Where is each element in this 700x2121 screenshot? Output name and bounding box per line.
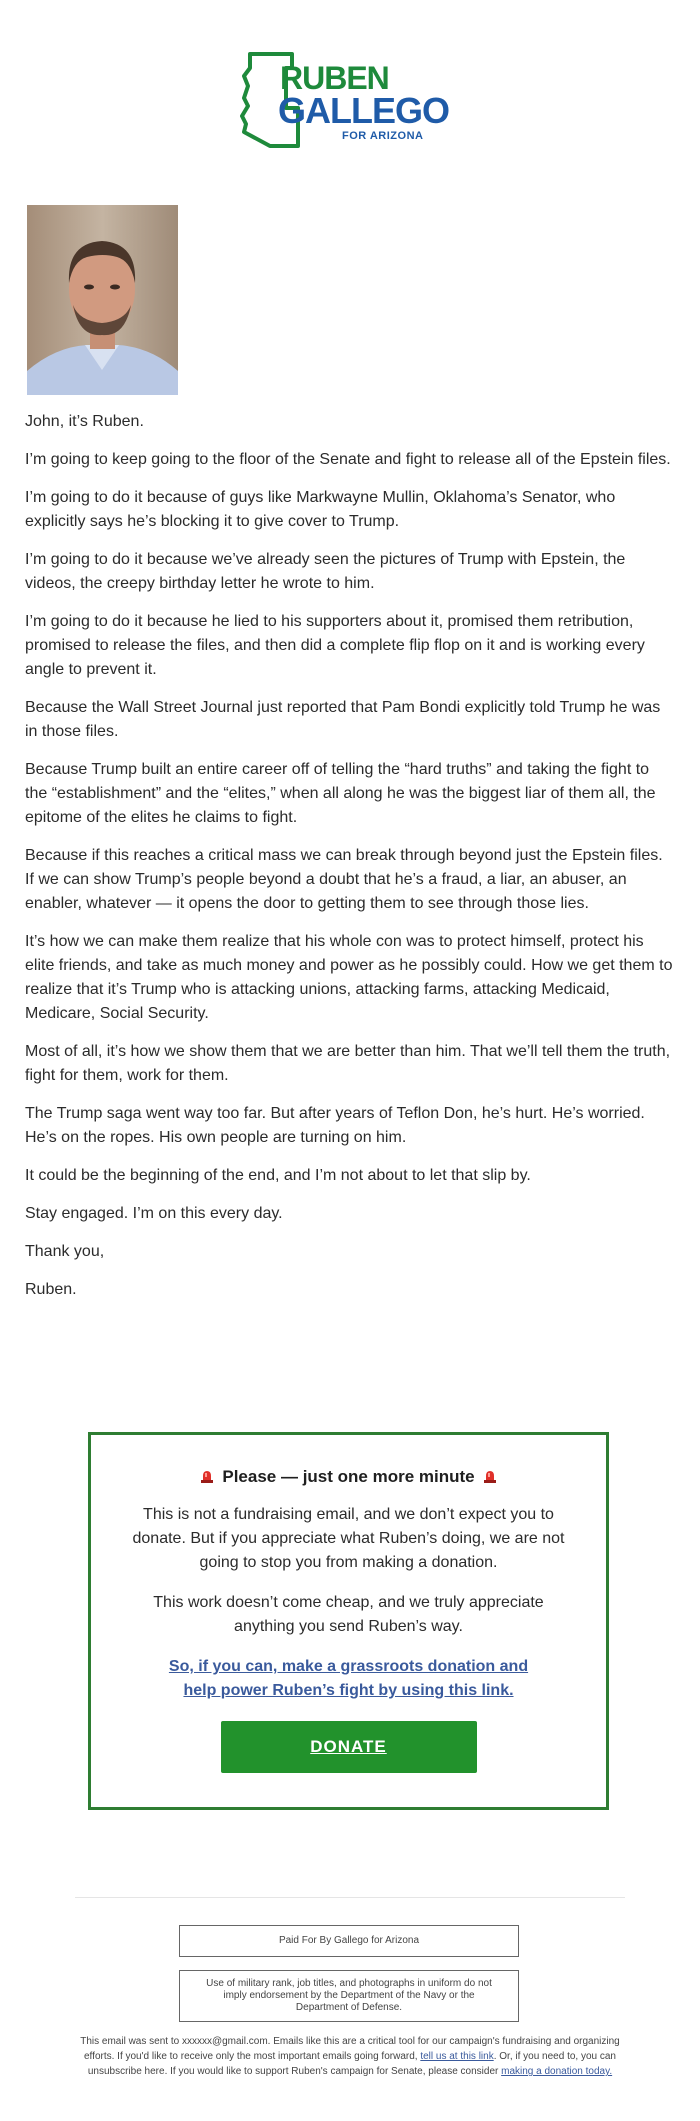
appeal-title: [91, 1465, 606, 1489]
footer-text-2: . Or, if you need to, you can unsubscribe here. If you would like to support Ruben's campaign for Senate, please consider: [87, 2051, 616, 2077]
letter-paragraph: Because the Wall Street Journal just reported that Pam Bondi explicitly told Trump he was in those files.: [25, 699, 661, 740]
donate-button[interactable]: DONATE: [221, 1721, 477, 1773]
letter-body: [25, 410, 675, 1316]
donation-appeal-box: [88, 1432, 609, 1810]
military-disclaimer-box: Use of military rank, job titles, and photographs in uniform do not imply endorsement by the Department of the Navy or the Department of Defense.: [179, 1970, 519, 2022]
grassroots-donation-link[interactable]: So, if you can, make a grassroots donation and help power Ruben’s fight by using this link.: [168, 1658, 529, 1699]
letter-signature: Ruben.: [25, 1281, 77, 1298]
letter-paragraph: Most of all, it’s how we show them that we are better than him. That we’ll tell them the truth, fight for them, work for them.: [25, 1043, 671, 1084]
appeal-paragraph-2: This work doesn’t come cheap, and we truly appreciate anything you send Ruben’s way.: [153, 1594, 544, 1635]
letter-paragraph: It could be the beginning of the end, and I’m not about to let that slip by.: [25, 1167, 531, 1184]
appeal-title-text: Please — just one more minute: [222, 1467, 475, 1486]
letter-paragraph: Thank you,: [25, 1243, 105, 1260]
letter-paragraph: It’s how we can make them realize that his whole con was to protect himself, protect his elite friends, and take as much money and power as he possibly could. How we get them to realize that it’s Trump who is attacking unions, attacking farms, attacking Medicaid, Medicare, Social Security.: [25, 933, 673, 1022]
footer-notice: [78, 2034, 622, 2079]
candidate-photo: [27, 205, 178, 395]
email-preferences-link[interactable]: tell us at this link: [420, 2051, 494, 2062]
campaign-logo: [240, 48, 460, 152]
logo-line-ruben: RUBEN: [280, 60, 389, 96]
headshot-image: [27, 205, 178, 395]
letter-paragraph: Stay engaged. I’m on this every day.: [25, 1205, 283, 1222]
letter-paragraph: I’m going to do it because of guys like Markwayne Mullin, Oklahoma’s Senator, who explicitly says he’s blocking it to give cover to Trump.: [25, 489, 616, 530]
appeal-paragraph-1: This is not a fundraising email, and we don’t expect you to donate. But if you appreciate what Ruben’s doing, we are not going to stop you from making a donation.: [132, 1506, 565, 1571]
letter-paragraph: Because Trump built an entire career off of telling the “hard truths” and taking the fight to the “establishment” and the “elites,” when all along he was the biggest liar of them all, the epitome of the elites he claims to fight.: [25, 761, 656, 826]
letter-paragraph: I’m going to do it because we’ve already seen the pictures of Trump with Epstein, the videos, the creepy birthday letter he wrote to him.: [25, 551, 626, 592]
letter-paragraph: The Trump saga went way too far. But after years of Teflon Don, he’s hurt. He’s worried. He’s on the ropes. His own people are turning on him.: [25, 1105, 645, 1146]
siren-icon: [483, 1469, 497, 1483]
footer-donation-link[interactable]: making a donation today.: [501, 2066, 613, 2077]
letter-paragraph: John, it’s Ruben.: [25, 413, 144, 430]
footer-divider: [75, 1897, 625, 1898]
paid-for-box: Paid For By Gallego for Arizona: [179, 1925, 519, 1957]
footer-text-1: This email was sent to xxxxxx@gmail.com. Emails like this are a critical tool for our campaign's fundraising and organizing efforts. If you'd like to receive only the most important emails going forward,: [80, 2036, 620, 2062]
letter-paragraph: Because if this reaches a critical mass we can break through beyond just the Epstein files. If we can show Trump’s people beyond a doubt that he’s a fraud, a liar, an abuser, an enabler, whatever — it opens the door to getting them to see through those lies.: [25, 847, 663, 912]
logo-line-gallego: GALLEGO: [278, 90, 449, 131]
logo-line-for-arizona: FOR ARIZONA: [342, 130, 424, 142]
siren-icon: [200, 1469, 214, 1483]
letter-paragraph: I’m going to do it because he lied to his supporters about it, promised them retribution, promised to release the files, and then did a complete flip flop on it and is working every angle to prevent it.: [25, 613, 645, 678]
letter-paragraph: I’m going to keep going to the floor of the Senate and fight to release all of the Epstein files.: [25, 451, 671, 468]
